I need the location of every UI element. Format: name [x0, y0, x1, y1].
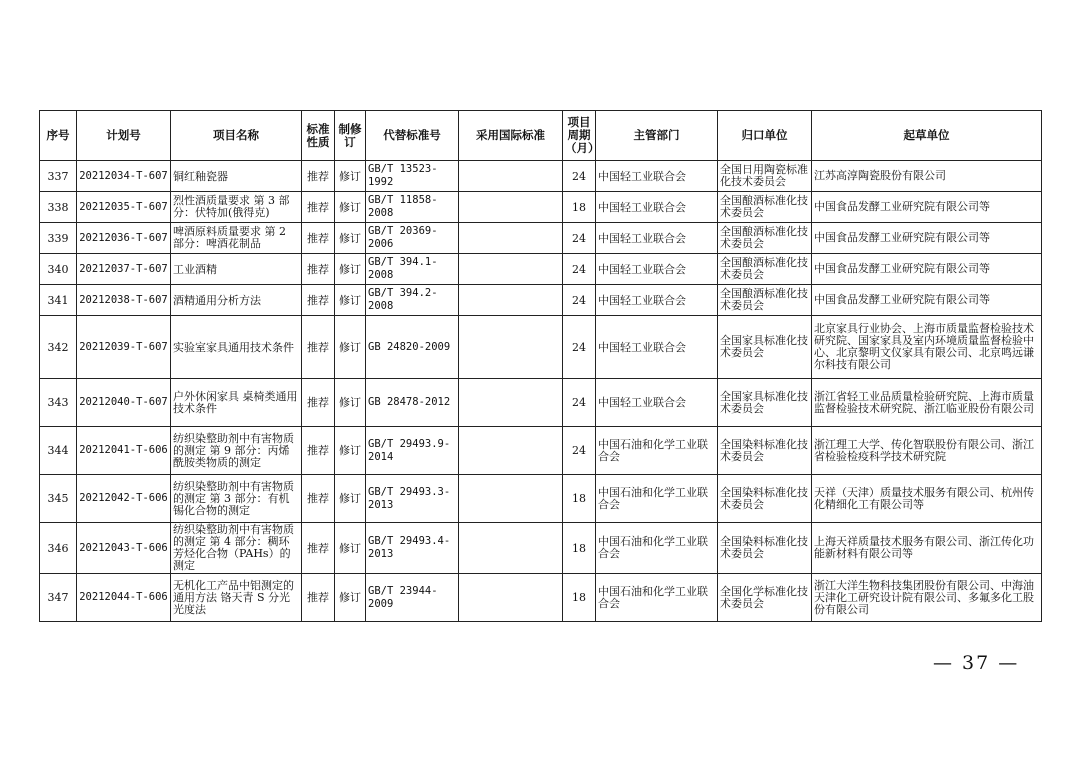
- revision-type: 修订: [335, 161, 366, 192]
- plan-number: 20212042-T-606: [77, 475, 171, 523]
- revision-type: 修订: [335, 316, 366, 379]
- table-row: [40, 523, 1042, 574]
- replaced-standard: GB/T 394.2-2008: [366, 285, 459, 316]
- project-period: 18: [563, 523, 596, 574]
- competent-department: 中国轻工业联合会: [596, 285, 718, 316]
- replaced-standard: GB 24820-2009: [366, 316, 459, 379]
- project-period: 18: [563, 475, 596, 523]
- drafting-unit: 中国食品发酵工业研究院有限公司等: [812, 285, 1042, 316]
- responsible-unit: 全国化学标准化技术委员会: [718, 574, 812, 622]
- plan-number: 20212040-T-607: [77, 379, 171, 427]
- drafting-unit: 浙江省轻工业品质量检验研究院、上海市质量监督检验技术研究院、浙江临亚股份有限公司: [812, 379, 1042, 427]
- row-number: 339: [40, 223, 77, 254]
- row-number: 347: [40, 574, 77, 622]
- competent-department: 中国轻工业联合会: [596, 254, 718, 285]
- responsible-unit: 全国家具标准化技术委员会: [718, 379, 812, 427]
- plan-number: 20212039-T-607: [77, 316, 171, 379]
- standard-nature: 推荐: [302, 192, 335, 223]
- intl-standard: [459, 223, 563, 254]
- header-cell: 代替标准号: [366, 111, 459, 161]
- standard-nature: 推荐: [302, 427, 335, 475]
- intl-standard: [459, 574, 563, 622]
- plan-number: 20212038-T-607: [77, 285, 171, 316]
- intl-standard: [459, 379, 563, 427]
- project-period: 24: [563, 161, 596, 192]
- project-period: 24: [563, 316, 596, 379]
- replaced-standard: GB/T 11858-2008: [366, 192, 459, 223]
- revision-type: 修订: [335, 574, 366, 622]
- table-header-row: [40, 111, 1042, 161]
- standard-nature: 推荐: [302, 523, 335, 574]
- project-name: 纺织染整助剂中有害物质的测定 第 3 部分：有机锡化合物的测定: [171, 475, 302, 523]
- replaced-standard: GB/T 20369-2006: [366, 223, 459, 254]
- standard-nature: 推荐: [302, 254, 335, 285]
- responsible-unit: 全国酿酒标准化技术委员会: [718, 254, 812, 285]
- project-name: 纺织染整助剂中有害物质的测定 第 9 部分：丙烯酰胺类物质的测定: [171, 427, 302, 475]
- header-cell: 采用国际标准: [459, 111, 563, 161]
- project-period: 24: [563, 254, 596, 285]
- drafting-unit: 浙江理工大学、传化智联股份有限公司、浙江省检验检疫科学技术研究院: [812, 427, 1042, 475]
- replaced-standard: GB/T 29493.9-2014: [366, 427, 459, 475]
- table-row: [40, 475, 1042, 523]
- standard-nature: 推荐: [302, 475, 335, 523]
- responsible-unit: 全国染料标准化技术委员会: [718, 523, 812, 574]
- intl-standard: [459, 192, 563, 223]
- row-number: 346: [40, 523, 77, 574]
- plan-number: 20212044-T-606: [77, 574, 171, 622]
- responsible-unit: 全国家具标准化技术委员会: [718, 316, 812, 379]
- table-row: [40, 223, 1042, 254]
- replaced-standard: GB/T 394.1-2008: [366, 254, 459, 285]
- row-number: 337: [40, 161, 77, 192]
- responsible-unit: 全国酿酒标准化技术委员会: [718, 285, 812, 316]
- revision-type: 修订: [335, 475, 366, 523]
- project-period: 18: [563, 192, 596, 223]
- replaced-standard: GB/T 29493.4-2013: [366, 523, 459, 574]
- responsible-unit: 全国染料标准化技术委员会: [718, 427, 812, 475]
- header-cell: 归口单位: [718, 111, 812, 161]
- competent-department: 中国轻工业联合会: [596, 223, 718, 254]
- standard-nature: 推荐: [302, 379, 335, 427]
- standard-nature: 推荐: [302, 574, 335, 622]
- project-name: 纺织染整助剂中有害物质的测定 第 4 部分：稠环芳烃化合物（PAHs）的测定: [171, 523, 302, 574]
- header-cell: 序号: [40, 111, 77, 161]
- header-cell: 标准性质: [302, 111, 335, 161]
- standard-nature: 推荐: [302, 223, 335, 254]
- standards-table: [39, 110, 1042, 622]
- drafting-unit: 中国食品发酵工业研究院有限公司等: [812, 192, 1042, 223]
- competent-department: 中国石油和化学工业联合会: [596, 427, 718, 475]
- revision-type: 修订: [335, 192, 366, 223]
- responsible-unit: 全国日用陶瓷标准化技术委员会: [718, 161, 812, 192]
- competent-department: 中国石油和化学工业联合会: [596, 475, 718, 523]
- revision-type: 修订: [335, 223, 366, 254]
- project-name: 酒精通用分析方法: [171, 285, 302, 316]
- project-name: 烈性酒质量要求 第 3 部分：伏特加(俄得克): [171, 192, 302, 223]
- row-number: 345: [40, 475, 77, 523]
- standard-nature: 推荐: [302, 285, 335, 316]
- header-cell: 项目周期（月）: [563, 111, 596, 161]
- drafting-unit: 浙江大洋生物科技集团股份有限公司、中海油天津化工研究设计院有限公司、多氟多化工股份有限公司: [812, 574, 1042, 622]
- table-row: [40, 254, 1042, 285]
- revision-type: 修订: [335, 427, 366, 475]
- project-name: 铜红釉瓷器: [171, 161, 302, 192]
- intl-standard: [459, 475, 563, 523]
- header-cell: 起草单位: [812, 111, 1042, 161]
- project-period: 18: [563, 574, 596, 622]
- intl-standard: [459, 285, 563, 316]
- table-row: [40, 427, 1042, 475]
- row-number: 341: [40, 285, 77, 316]
- plan-number: 20212037-T-607: [77, 254, 171, 285]
- responsible-unit: 全国染料标准化技术委员会: [718, 475, 812, 523]
- table-row: [40, 161, 1042, 192]
- replaced-standard: GB/T 29493.3-2013: [366, 475, 459, 523]
- plan-number: 20212035-T-607: [77, 192, 171, 223]
- header-cell: 计划号: [77, 111, 171, 161]
- table-row: [40, 574, 1042, 622]
- intl-standard: [459, 427, 563, 475]
- drafting-unit: 上海天祥质量技术服务有限公司、浙江传化功能新材料有限公司等: [812, 523, 1042, 574]
- drafting-unit: 江苏高淳陶瓷股份有限公司: [812, 161, 1042, 192]
- row-number: 340: [40, 254, 77, 285]
- table-row: [40, 285, 1042, 316]
- project-period: 24: [563, 223, 596, 254]
- intl-standard: [459, 254, 563, 285]
- intl-standard: [459, 316, 563, 379]
- header-cell: 主管部门: [596, 111, 718, 161]
- project-period: 24: [563, 285, 596, 316]
- standard-nature: 推荐: [302, 316, 335, 379]
- drafting-unit: 中国食品发酵工业研究院有限公司等: [812, 254, 1042, 285]
- table-row: [40, 192, 1042, 223]
- replaced-standard: GB/T 13523-1992: [366, 161, 459, 192]
- replaced-standard: GB/T 23944-2009: [366, 574, 459, 622]
- revision-type: 修订: [335, 523, 366, 574]
- responsible-unit: 全国酿酒标准化技术委员会: [718, 223, 812, 254]
- drafting-unit: 中国食品发酵工业研究院有限公司等: [812, 223, 1042, 254]
- standard-nature: 推荐: [302, 161, 335, 192]
- project-name: 工业酒精: [171, 254, 302, 285]
- table-row: [40, 379, 1042, 427]
- competent-department: 中国轻工业联合会: [596, 316, 718, 379]
- intl-standard: [459, 523, 563, 574]
- competent-department: 中国石油和化学工业联合会: [596, 574, 718, 622]
- competent-department: 中国石油和化学工业联合会: [596, 523, 718, 574]
- row-number: 342: [40, 316, 77, 379]
- project-name: 户外休闲家具 桌椅类通用技术条件: [171, 379, 302, 427]
- competent-department: 中国轻工业联合会: [596, 161, 718, 192]
- header-cell: 制修订: [335, 111, 366, 161]
- plan-number: 20212043-T-606: [77, 523, 171, 574]
- project-period: 24: [563, 379, 596, 427]
- row-number: 344: [40, 427, 77, 475]
- competent-department: 中国轻工业联合会: [596, 379, 718, 427]
- drafting-unit: 北京家具行业协会、上海市质量监督检验技术研究院、国家家具及室内环境质量监督检验中心、北京黎明文仪家具有限公司、北京鸣远谦尔科技有限公司: [812, 316, 1042, 379]
- row-number: 343: [40, 379, 77, 427]
- project-name: 啤酒原料质量要求 第 2 部分：啤酒花制品: [171, 223, 302, 254]
- intl-standard: [459, 161, 563, 192]
- project-name: 实验室家具通用技术条件: [171, 316, 302, 379]
- table-row: [40, 316, 1042, 379]
- plan-number: 20212034-T-607: [77, 161, 171, 192]
- project-period: 24: [563, 427, 596, 475]
- revision-type: 修订: [335, 285, 366, 316]
- plan-number: 20212036-T-607: [77, 223, 171, 254]
- replaced-standard: GB 28478-2012: [366, 379, 459, 427]
- responsible-unit: 全国酿酒标准化技术委员会: [718, 192, 812, 223]
- revision-type: 修订: [335, 379, 366, 427]
- project-name: 无机化工产品中铝测定的通用方法 铬天青 S 分光光度法: [171, 574, 302, 622]
- competent-department: 中国轻工业联合会: [596, 192, 718, 223]
- plan-number: 20212041-T-606: [77, 427, 171, 475]
- header-cell: 项目名称: [171, 111, 302, 161]
- row-number: 338: [40, 192, 77, 223]
- revision-type: 修订: [335, 254, 366, 285]
- drafting-unit: 天祥（天津）质量技术服务有限公司、杭州传化精细化工有限公司等: [812, 475, 1042, 523]
- page-number: — 37 —: [933, 652, 1020, 674]
